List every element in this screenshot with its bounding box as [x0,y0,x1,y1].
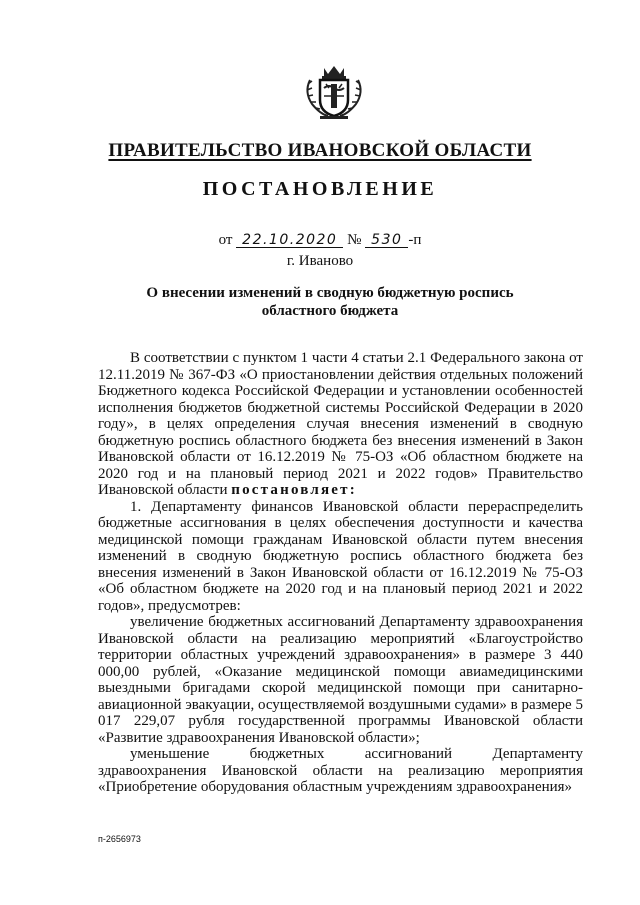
paragraph-increase: увеличение бюджетных ассигнований Департаменту здравоохранения Ивановской области на реализацию мероприятий «Благоустройство территории областных учреждений здравоохранения» в размере 3 440 000,00 рублей, «Оказание медицинской помощи авиамедицинскими выездными бригадами скорой медицинской помощи при санитарно-авиационной эвакуации, осуществляемой воздушными судами» в размере 5 017 229,07 рубля государственной программы Ивановской области «Развитие здравоохранения Ивановской области»; [98,614,583,746]
date-prefix: от [218,232,233,248]
organization-name: ПРАВИТЕЛЬСТВО ИВАНОВСКОЙ ОБЛАСТИ [108,140,532,161]
preamble-text: В соответствии с пунктом 1 части 4 статьи 2.1 Федерального закона от 12.11.2019 № 367-ФЗ «О приостановлении действия отдельных положений Бюджетного кодекса Российской Федерации и установлении особенностей исполнения бюджетов бюджетной системы Российской Федерации в 2020 году», в целях определения случая внесения изменений в сводную бюджетную роспись областного бюджета без внесения изменений в Закон Ивановской области от 16.12.2019 № 75-ОЗ «Об областном бюджете на 2020 год и на плановый период 2021 и 2022 годов» Правительство Ивановской области [98,350,583,498]
document-date: 22.10.2020 [236,233,343,248]
dateline [0,232,640,249]
resolves-word: постановляет: [231,482,357,498]
document-subject: О внесении изменений в сводную бюджетную роспись областного бюджета [146,285,514,319]
number-label: № [347,232,362,248]
paragraph-preamble [98,350,583,499]
document-number: 530 [365,233,408,248]
city: г. Иваново [286,253,354,269]
number-suffix: -п [408,232,422,248]
organization-title [0,140,640,162]
document-body [98,350,583,796]
footer-code: п-2656973 [98,834,141,844]
document-type: ПОСТАНОВЛЕНИЕ [202,178,438,200]
paragraph-decrease: уменьшение бюджетных ассигнований Департаменту здравоохранения Ивановской области на реализацию мероприятия «Приобретение оборудования областным учреждениям здравоохранения» [98,746,583,795]
paragraph-item-1: 1. Департаменту финансов Ивановской области перераспределить бюджетные ассигнования в целях обеспечения доступности и качества медицинской помощи гражданам Ивановской области путем внесения изменений в сводную бюджетную роспись областного бюджета без внесения изменений в Закон Ивановской области от 16.12.2019 № 75-ОЗ «Об областном бюджете на 2020 год и на плановый период 2021 и 2022 годов», предусмотрев: [98,498,583,614]
coat-of-arms-icon [302,58,366,122]
